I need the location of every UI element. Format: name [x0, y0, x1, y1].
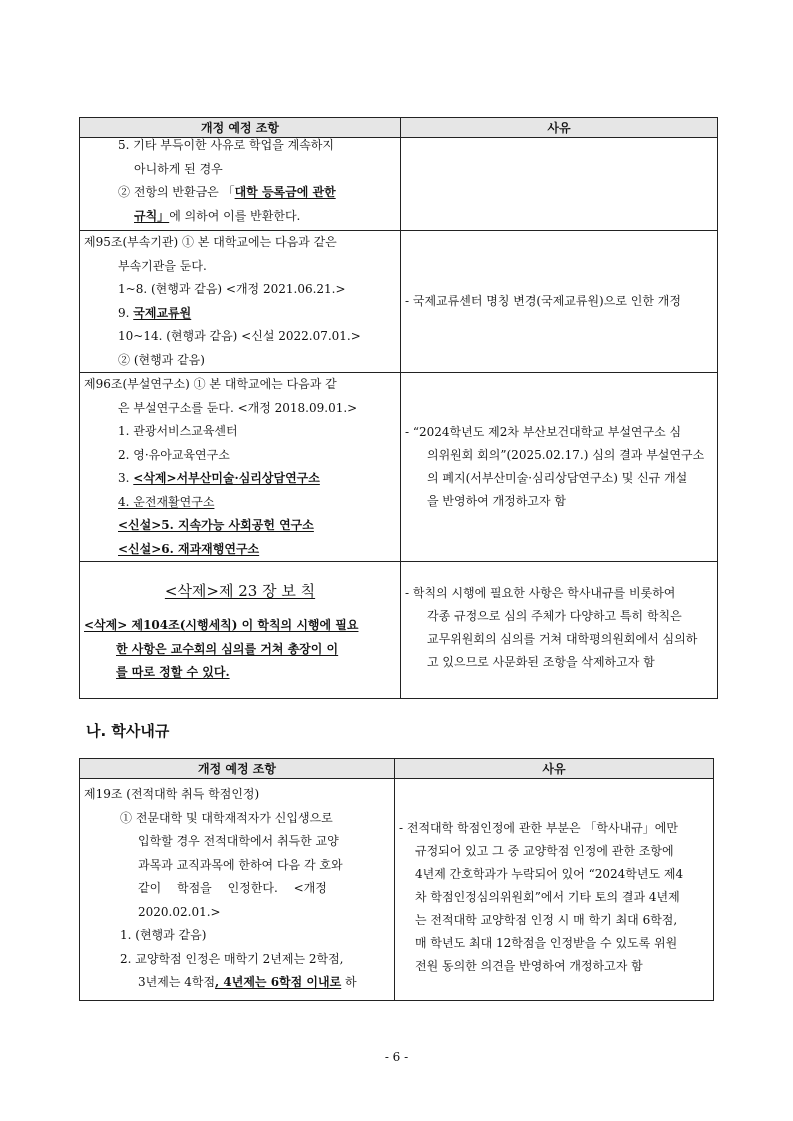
text-line: ② (현행과 같음) — [118, 352, 205, 367]
text-line: <신설>6. 재과재행연구소 — [118, 541, 260, 556]
text-line: ① 전문대학 및 대학재적자가 신입생으로 — [120, 810, 333, 825]
reason-line: 을 반영하여 개정하고자 함 — [427, 494, 566, 508]
text-line: 규칙」에 의하여 이를 반환한다. — [134, 208, 301, 223]
section-title: 나. 학사내규 — [86, 722, 170, 740]
text-line: 한 사항은 교수회의 심의를 거쳐 총장이 이 — [116, 641, 339, 656]
text-line: 입학할 경우 전적대학에서 취득한 교양 — [138, 834, 339, 848]
header-proposed-article: 개정 예정 조항 — [80, 118, 401, 138]
text-line: 제95조(부속기관) ① 본 대학교에는 다음과 같은 — [84, 235, 337, 249]
text-line: 를 따로 정할 수 있다. — [116, 665, 230, 679]
reason-line: 는 전적대학 교양학점 인정 시 매 학기 최대 6학점, — [415, 913, 678, 927]
reason-line: 의 폐지(서부산미술·심리상담연구소) 및 신규 개설 — [427, 471, 688, 485]
text-line: 1. (현행과 같음) — [120, 928, 207, 942]
text-line: 3. <삭제>서부산미술·심리상담연구소 — [118, 471, 320, 485]
text-line: 3년제는 4학점, 4년제는 6학점 이내로 하 — [138, 975, 357, 989]
row-article-96 — [80, 373, 401, 562]
reason-article-96 — [401, 373, 718, 562]
text-line: 2020.02.01.> — [138, 904, 221, 919]
text-line: 은 부설연구소를 둔다. <개정 2018.09.01.> — [118, 400, 358, 415]
reason-line: 4년제 간호학과가 누락되어 있어 “2024학년도 제4 — [415, 867, 684, 881]
reason-text: - 국제교류센터 명칭 변경(국제교류원)으로 인한 개정 — [405, 294, 681, 308]
reason-text — [401, 582, 717, 674]
page-number: - 6 - — [384, 1050, 409, 1064]
reason-empty — [401, 138, 718, 231]
text-line: 과목과 교직과목에 한하여 다음 각 호와 — [138, 857, 343, 872]
text-line: 아니하게 된 경우 — [134, 161, 223, 176]
text-line: 1. 관광서비스교육센터 — [118, 424, 238, 438]
row-chapter-23 — [80, 562, 401, 699]
revision-table-academic-rules — [79, 758, 714, 1001]
revision-table-rules — [79, 117, 718, 699]
text-line: ② 전항의 반환금은 「대학 등록금에 관한 — [118, 185, 336, 199]
header-reason: 사유 — [395, 759, 714, 779]
text-line: 5. 기타 부득이한 사유로 학업을 계속하지 — [118, 138, 334, 152]
header-proposed-article: 개정 예정 조항 — [80, 759, 395, 779]
row-refund-clause — [80, 138, 401, 231]
text-line: 4. 운전재활연구소 — [118, 494, 215, 509]
text-line: <신설>5. 지속가능 사회공헌 연구소 — [118, 518, 314, 532]
reason-text — [395, 817, 713, 978]
text-line: 9. 국제교류원 — [118, 305, 192, 320]
header-reason: 사유 — [401, 118, 718, 138]
text-line: 부속기관을 둔다. — [118, 258, 207, 273]
text-line: 2. 영·유아교육연구소 — [118, 447, 230, 462]
reason-line: 매 학년도 최대 12학점을 인정받을 수 있도록 위원 — [415, 936, 678, 950]
reason-line: - “2024학년도 제2차 부산보건대학교 부설연구소 심 — [405, 425, 682, 439]
row-article-19 — [80, 779, 395, 1001]
reason-line: 고 있으므로 사문화된 조항을 삭제하고자 함 — [427, 655, 655, 669]
reason-chapter-23 — [401, 562, 718, 699]
reason-line: 교무위원회의 심의를 거쳐 대학평의원회에서 심의하 — [427, 632, 698, 646]
text-line: 제96조(부설연구소) ① 본 대학교에는 다음과 같 — [84, 377, 337, 391]
reason-line: 의위원회 회의”(2025.02.17.) 심의 결과 부설연구소 — [427, 448, 705, 462]
text-line: 2. 교양학점 인정은 매학기 2년제는 2학점, — [120, 951, 344, 966]
text-line: 10~14. (현행과 같음) <신설 2022.07.01.> — [118, 329, 361, 343]
reason-line: 차 학점인정심의위원회”에서 기타 토의 결과 4년제 — [415, 890, 680, 904]
reason-article-19 — [395, 779, 714, 1001]
reason-line: - 학칙의 시행에 필요한 사항은 학사내규를 비롯하여 — [405, 586, 676, 600]
text-line: 같이 학점을 인정한다. <개정 — [138, 881, 327, 895]
reason-line: 전원 동의한 의견을 반영하여 개정하고자 함 — [415, 959, 643, 973]
reason-text — [401, 421, 717, 513]
text-line: <삭제> 제104조(시행세칙) 이 학칙의 시행에 필요 — [84, 618, 359, 632]
reason-line: 각종 규정으로 심의 주체가 다양하고 특히 학칙은 — [427, 609, 682, 623]
row-article-95 — [80, 231, 401, 373]
chapter-title: <삭제>제 23 장 보 칙 — [164, 582, 316, 600]
text-line: 1~8. (현행과 같음) <개정 2021.06.21.> — [118, 282, 346, 296]
reason-line: 규정되어 있고 그 중 교양학점 인정에 관한 조항에 — [415, 844, 674, 858]
reason-article-95 — [401, 231, 718, 373]
reason-line: - 전적대학 학점인정에 관한 부분은 「학사내규」에만 — [399, 821, 678, 835]
text-line: 제19조 (전적대학 취득 학점인정) — [84, 787, 260, 801]
